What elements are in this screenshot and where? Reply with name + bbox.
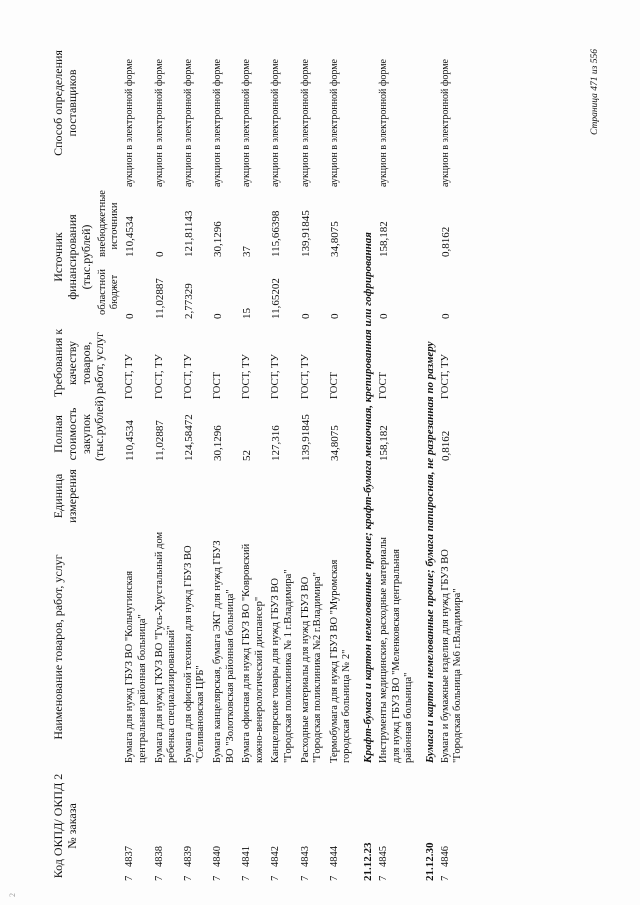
row-method: аукцион в электронной форме — [182, 59, 194, 187]
header-funding-extra: внебюджетные источники — [97, 190, 120, 257]
row-total: 30,1296 — [212, 425, 225, 461]
row-requirements: ГОСТ, ТУ — [182, 354, 194, 399]
table-row — [181, 15, 210, 885]
row-total: 127,316 — [270, 425, 283, 461]
table-row — [376, 15, 418, 885]
row-code: 74838 — [153, 846, 165, 881]
row-code: 74846 — [439, 846, 451, 881]
row-requirements: ГОСТ — [377, 372, 389, 399]
row-total: 139,91845 — [299, 414, 312, 461]
row-unit — [152, 465, 181, 527]
row-method: аукцион в электронной форме — [377, 59, 389, 187]
row-regional: 0 — [299, 313, 312, 319]
row-requirements: ГОСТ, ТУ — [153, 354, 165, 399]
group-code: 21.12.23 — [361, 842, 374, 881]
row-method: аукцион в электронной форме — [241, 59, 253, 187]
row-requirements: ГОСТ, ТУ — [124, 354, 136, 399]
row-method: аукцион в электронной форме — [212, 59, 224, 187]
table-row — [239, 15, 268, 885]
row-requirements: ГОСТ, ТУ — [270, 354, 282, 399]
table-row — [298, 15, 327, 885]
group-code: 21.12.30 — [423, 842, 436, 881]
row-regional: 15 — [241, 308, 254, 319]
row-unit — [376, 465, 418, 527]
header-total: Полная стоимость закупок (тыс.рублей) — [51, 396, 107, 461]
row-name: Бумага для нужд ГБУЗ ВО "Кольчугинская центральная районная больница" — [124, 570, 149, 763]
row-regional: 0 — [328, 313, 341, 319]
row-extra: 110,4534 — [124, 216, 137, 257]
row-extra: 34,8075 — [328, 221, 341, 257]
header-funding-regional: областной бюджет — [97, 269, 120, 315]
row-code: 74839 — [182, 846, 194, 881]
row-code: 74844 — [328, 846, 340, 881]
row-extra: 0,8162 — [439, 226, 452, 257]
row-requirements: ГОСТ — [328, 372, 340, 399]
row-regional: 2,77329 — [182, 283, 195, 319]
row-name: Бумага и бумажные изделия для нужд ГБУЗ ВО "Городская больница №6 г.Владимира" — [439, 549, 464, 763]
table-row — [268, 15, 297, 885]
row-name: Бумага для нужд ГКУЗ ВО "Гусь-Хрустальный дом ребенка специализированный" — [153, 531, 178, 763]
row-unit — [210, 465, 239, 527]
corner-mark: 2 — [8, 893, 17, 897]
row-code: 74843 — [299, 846, 311, 881]
row-unit — [438, 465, 467, 527]
table-header-row — [50, 15, 95, 885]
row-name: Расходные материалы для нужд ГБУЗ ВО "Городская поликлиника №2 г.Владимира" — [299, 572, 324, 763]
row-total: 124,58472 — [182, 414, 195, 461]
row-total: 11,02887 — [153, 420, 166, 461]
header-requirements: Требования к качеству товаров, работ, услуг — [51, 328, 107, 398]
row-unit — [298, 465, 327, 527]
table-body — [122, 15, 466, 885]
page-number: Страница 471 из 556 — [590, 49, 600, 135]
row-name: Бумага канцелярская, бумага ЭКГ для нужд ГБУЗ ВО "Золотковская районная больница" — [212, 540, 236, 763]
row-method: аукцион в электронной форме — [299, 59, 311, 187]
row-extra: 158,182 — [377, 221, 390, 257]
row-unit — [268, 465, 297, 527]
row-regional: 0 — [212, 313, 225, 319]
table-row — [327, 15, 356, 885]
group-row-21-12-23 — [356, 15, 376, 885]
row-method: аукцион в электронной форме — [439, 59, 451, 187]
row-name: Канцелярские товары для нужд ГБУЗ ВО "Городская поликлиника № 1 г.Владимира" — [270, 569, 295, 763]
row-code: 74840 — [212, 846, 224, 881]
row-extra: 30,1296 — [212, 221, 225, 257]
row-code: 74837 — [124, 846, 136, 881]
row-total: 110,4534 — [124, 420, 137, 461]
row-requirements: ГОСТ, ТУ — [439, 354, 451, 399]
group-row-21-12-30 — [418, 15, 438, 885]
row-extra: 0 — [153, 251, 166, 257]
row-extra: 37 — [241, 246, 254, 257]
group-title: Крафт-бумага и картон немелованные прочие; крафт-бумага мешочная, крепированная или гофрированная — [361, 232, 374, 763]
row-name: Бумага для офисной техники для нужд ГБУЗ ВО "Селивановская ЦРБ" — [182, 545, 207, 763]
row-name: Термобумага для нужд ГБУЗ ВО "Муромская городская больница № 2" — [328, 559, 353, 763]
row-code: 74842 — [270, 846, 282, 881]
table-row — [152, 15, 181, 885]
row-unit — [122, 465, 151, 527]
row-regional: 0 — [377, 313, 390, 319]
row-code: 74845 — [377, 846, 389, 881]
row-extra: 121,81143 — [182, 210, 195, 257]
row-regional: 11,65202 — [270, 278, 283, 319]
row-regional: 0 — [439, 313, 452, 319]
header-unit: Единица измерения — [51, 469, 79, 523]
row-unit — [327, 465, 356, 527]
row-total: 34,8075 — [328, 425, 341, 461]
row-name: Бумага офисная для нужд ГБУЗ ВО "Ковровский кожно-венерологический диспансер" — [241, 543, 265, 763]
header-funding: Источник финансирования (тыс.рублей) — [51, 214, 93, 300]
row-unit — [181, 465, 210, 527]
row-method: аукцион в электронной форме — [124, 59, 136, 187]
row-total: 158,182 — [377, 425, 390, 461]
table-row — [122, 15, 151, 885]
row-code: 74841 — [241, 846, 253, 881]
group-title: Бумага и картон немелованные прочие; бумага папиросная, не разрезанная по размеру — [423, 341, 436, 763]
row-requirements: ГОСТ, ТУ — [241, 354, 253, 399]
table-row — [438, 15, 467, 885]
row-extra: 115,66398 — [270, 210, 283, 257]
table-row — [210, 15, 239, 885]
header-method: Способ определения поставщиков — [51, 50, 79, 156]
row-method: аукцион в электронной форме — [270, 59, 282, 187]
row-total: 0,8162 — [439, 430, 452, 461]
row-regional: 0 — [124, 313, 137, 319]
row-requirements: ГОСТ — [212, 372, 224, 399]
row-name: Инструменты медицинские, расходные материалы для нужд ГБУЗ ВО "Меленковская центральная районная больница" — [377, 537, 415, 763]
row-extra: 139,91845 — [299, 210, 312, 257]
row-regional: 11,02887 — [153, 278, 166, 319]
row-requirements: ГОСТ, ТУ — [299, 354, 311, 399]
row-method: аукцион в электронной форме — [153, 59, 165, 187]
header-code: Код ОКПД/ ОКПД 2 № заказа — [51, 773, 79, 879]
row-total: 52 — [241, 450, 254, 461]
row-unit — [239, 465, 268, 527]
procurement-table — [50, 15, 467, 885]
header-name: Наименование товаров, работ, услуг — [51, 554, 65, 740]
row-method: аукцион в электронной форме — [328, 59, 340, 187]
